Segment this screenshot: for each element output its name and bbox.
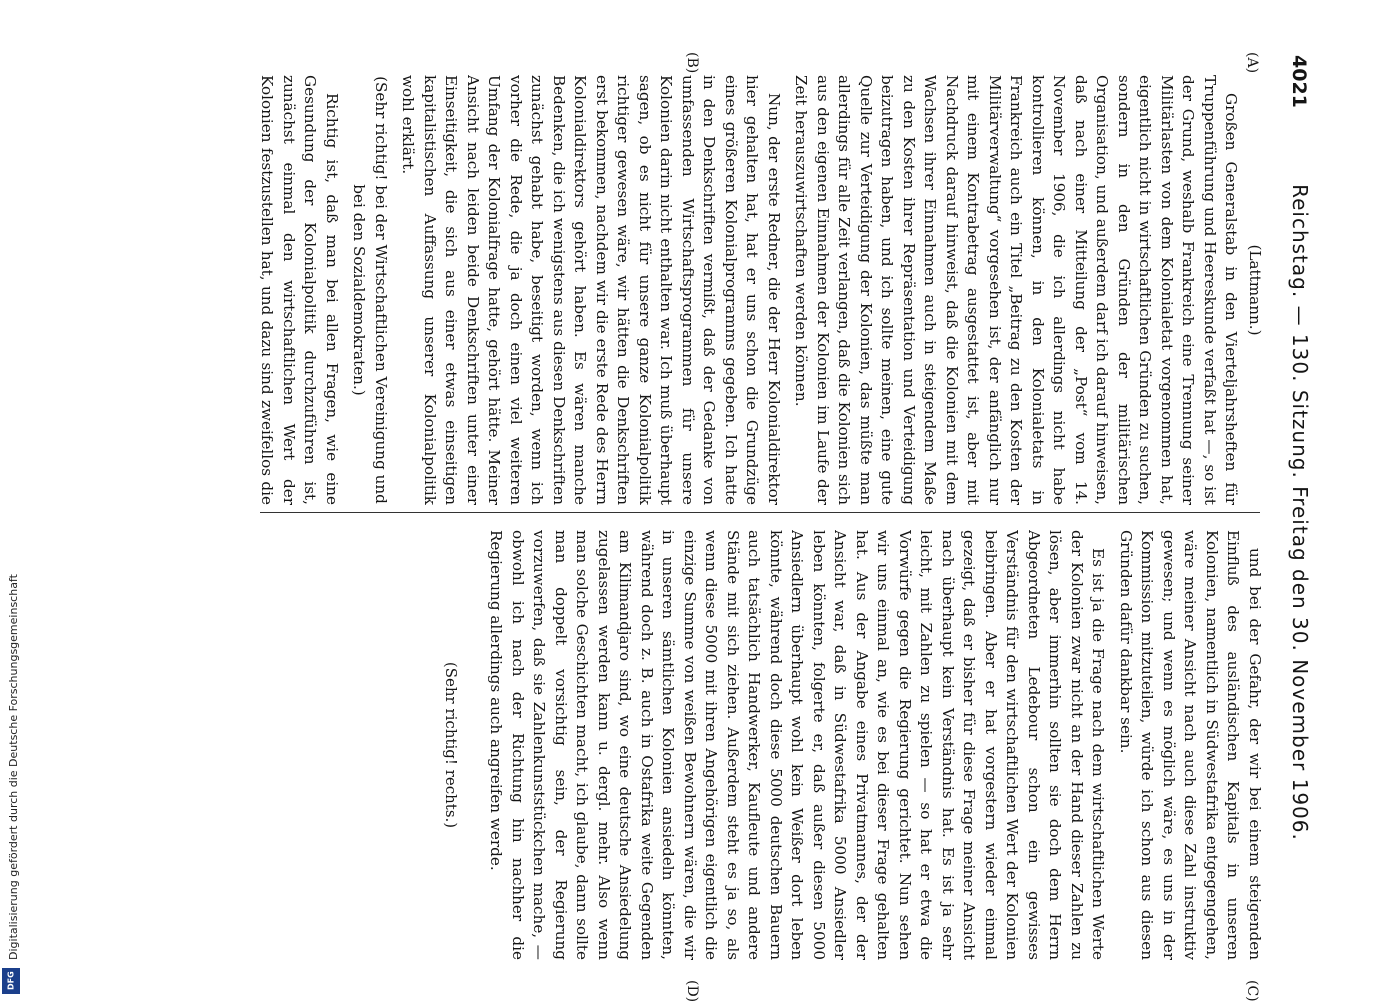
dfg-logo: DFG xyxy=(2,968,20,994)
paragraph: und bei der Gefahr, der wir bei einem steigenden Einfluß des ausländischen Kapitals in unseren Kolonien, namentlich in Südwestafrika entgegengehen, wäre meiner Ansicht nach auch diese Zahl instruktiv gewesen; und wenn es möglich wäre, es uns in der Kommission mitzuteilen, würde ich schon aus diesen Gründen dafür dankbar sein. xyxy=(1117,530,1264,960)
interjection: (Sehr richtig! bei der Wirtschaftlichen Vereinigung und bei den Sozialdemokraten.) xyxy=(350,76,390,504)
paragraph: Es ist ja die Frage nach dem wirtschaftlichen Werte der Kolonien zwar nicht an der Hand dieser Zahlen zu lösen, aber immerhin sollten sie doch dem Herrn Abgeordneten Ledebour schon ein gewisses Verständnis für den wirtschaftlichen Wert der Kolonien beibringen. Aber er hat vorgestern wieder einmal gezeigt, daß er bisher für diese Frage meiner Ansicht nach überhaupt kein Verständnis hat. Es ist ja sehr leicht, mit Zahlen zu spielen — so hat er etwa die Vorwürfe gegen die Regierung gerichtet. Nun sehen wir uns einmal an, wie es bei dieser Frage gehalten hat. Aus der Angabe eines Privatmannes, der der Ansicht war, daß in Südwestafrika 5000 Ansiedler leben könnten, folgerte er, daß außer diesen 5000 Ansiedlern überhaupt wohl kein Weißer dort leben könnte, während doch diese 5000 deutschen Bauern auch tatsächlich Handwerker, Kaufleute und andere Stände mit sich ziehen. Außerdem steht es ja so, als wenn diese 5000 mit ihren Angehörigen eigentlich die einzige Summe von weißen Bewohnern wären, die wir in unseren sämtlichen Kolonien ansiedeln könnten, während doch z. B. auch in Ostafrika weite Gegenden am Kilimandjaro sind, wo eine deutsche Ansiedelung zugelassen werden kann u. dergl. mehr. Also wenn man solche Geschichten macht, ich glaube, dann sollte man doppelt vorsichtig sein, der Regierung vorzuwerfen, daß sie Zahlenkunststückchen mache, — obwohl ich nach der Richtung hin nachher die Regierung allerdings auch angreifen werde. xyxy=(487,530,1108,960)
column-divider xyxy=(260,512,1260,513)
left-column xyxy=(255,75,1265,505)
digitization-strip xyxy=(0,0,22,1000)
closing-interjection: (Sehr richtig! rechts.) xyxy=(442,661,460,829)
paragraph: Richtig ist, daß man bei allen Fragen, wie eine Gesundung der Kolonialpolitik durchzuführen ist, zunächst einmal den wirtschaftlichen Wert der Kolonien festzustellen hat, und dazu sind zweifellos die xyxy=(258,75,341,505)
session-title: Reichstag. — 130. Sitzung. Freitag den 30. November 1906. xyxy=(1288,184,1312,841)
margin-mark-d: (D) xyxy=(684,980,700,1002)
speaker-name: (Lattmann.) xyxy=(1246,244,1264,336)
margin-mark-c: (C) xyxy=(1244,980,1260,1002)
right-column xyxy=(485,530,1265,960)
margin-mark-b: (B) xyxy=(684,52,700,74)
paragraph: Großen Generalstab in den Vierteljahrsheften für Truppenführung und Heereskunde verfaßt hat —, so ist der Grund, weshalb Frankreich eine Trennung seiner Militärlasten von dem Kolonialetat vorgenommen hat, eigentlich nicht in wirtschaftlichen Gründen zu suchen, sondern in den Gründen der militärischen Organisation, und außerdem darf ich darauf hinweisen, daß nach einer Mitteilung der „Post“ vom 14. November 1906, die ich allerdings nicht habe kontrollieren können, in den Kolonialetats in Frankreich auch ein Titel „Beitrag zu den Kosten der Militärverwaltung“ vorgesehen ist, der anfänglich nur mit einem Kontrabetrag ausgestattet ist, aber mit Nachdruck darauf hinweist, daß die Kolonien mit dem Wachsen ihrer Einnahmen auch in steigendem Maße zu den Kosten ihrer Repräsentation und Verteidigung beizutragen haben, und ich sollte meinen, eine gute Quelle zur Verteidigung der Kolonien, das müßte man allerdings für alle Zeit verlangen, daß die Kolonien sich aus den eigenen Einnahmen der Kolonien im Laufe der Zeit herauszuwirtschaften werden können. xyxy=(792,75,1241,505)
page-header xyxy=(1280,55,1330,970)
page-number: 4021 xyxy=(1288,55,1310,108)
margin-mark-a: (A) xyxy=(1244,52,1260,74)
digitization-note: Digitalisierung gefördert durch die Deutsche Forschungsgemeinschaft xyxy=(7,574,20,960)
paragraph: Nun, der erste Redner, die der Herr Kolonialdirektor hier gehalten hat, hat er uns schon die Grundzüge eines größeren Kolonialprogramms gegeben. Ich hatte in den Denkschriften vermißt, daß der Gedanke von umfassenden Wirtschaftsprogrammen für unsere Kolonien darin nicht enthalten war. Ich muß überhaupt sagen, ob es nicht für unsere ganze Kolonialpolitik richtiger gewesen wäre, wir hätten die Denkschriften erst bekommen, nachdem wir die erste Rede des Herrn Kolonialdirektors gehört haben. Es wären manche Bedenken, die ich wenigstens aus diesen Denkschriften zunächst gehabt habe, beseitigt worden, wenn ich vorher die Rede, die ja doch einen viel weiteren Umfang der Kolonialfrage hatte, gehört hätte. Meiner Ansicht nach leiden beide Denkschriften unter einer Einseitigkeit, die sich aus einer etwas einseitigen kapitalistischen Auffassung unserer Kolonialpolitik wohl erklärt. xyxy=(399,75,783,505)
